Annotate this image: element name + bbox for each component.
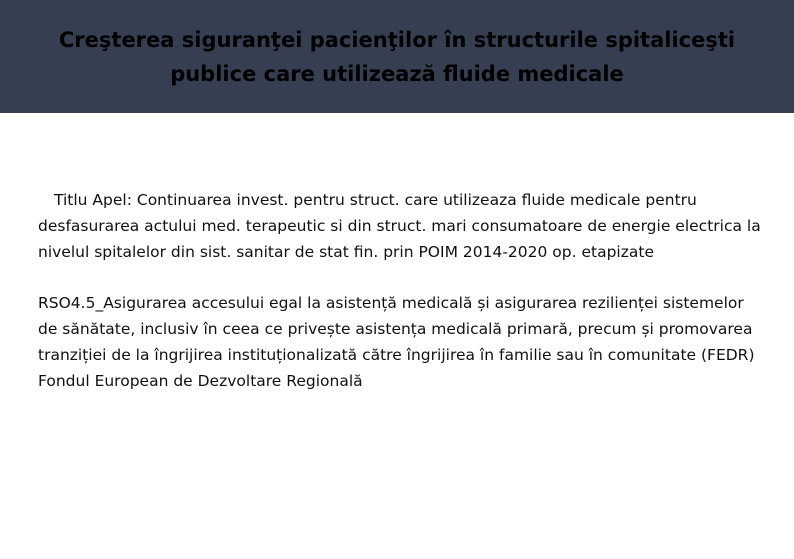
call-title-paragraph: Titlu Apel: Continuarea invest. pentru struct. care utilizeaza fluide medicale pentru desfasurarea actului med. terapeutic si din struct. mari consumatoare de energie electrica la nivelul spitalelor din sist. sanitar de stat fin. prin POIM 2014-2020 op. etapizate [38,191,761,261]
page-title: Creşterea siguranţei pacienţilor în structurile spitaliceşti publice care utilizează fluide medicale [58,27,736,86]
header-banner [0,0,794,113]
content-body [38,188,768,394]
objective-paragraph: RSO4.5_Asigurarea accesului egal la asistență medicală și asigurarea rezilienței sistemelor de sănătate, inclusiv în ceea ce privește asistența medicală primară, precum și promovarea tranziției de la îngrijirea instituționalizată către îngrijirea în familie sau în comunitate (FEDR) Fondul European de Dezvoltare Regională [38,294,755,390]
paragraph-spacer [38,265,768,291]
